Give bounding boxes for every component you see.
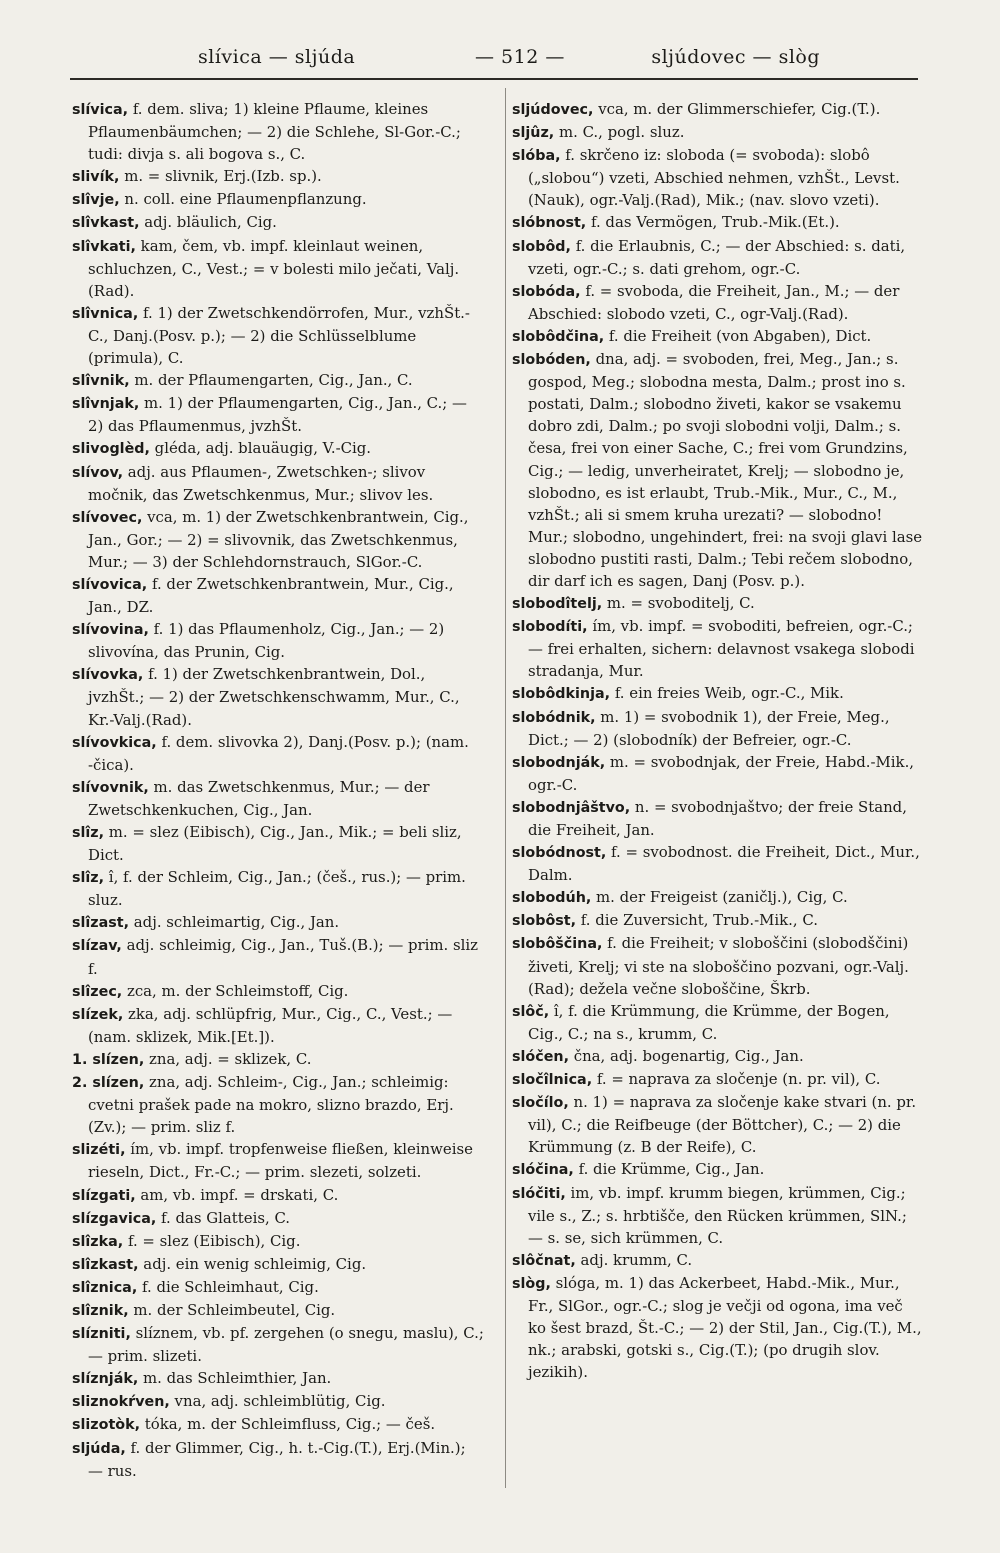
entry-headword: slívica, [72,102,129,118]
dictionary-entry [72,821,484,866]
dictionary-entry [72,369,484,392]
entry-headword: slízgati, [72,1187,136,1204]
entry-headword: slîvkati, [72,238,136,255]
entry-headword: 2. slízen, [72,1075,145,1092]
entry-headword: slobôdčina, [512,328,605,345]
dictionary-entry [512,1182,924,1249]
dictionary-entry [72,211,484,234]
left-column [72,98,484,1482]
entry-definition: adj. ein wenig schleimig, Cig. [138,1254,367,1273]
dictionary-entry [512,592,924,615]
entry-headword: slobódnik, [512,709,596,726]
dictionary-entry [72,1322,484,1367]
dictionary-entry [72,1071,484,1138]
entry-definition: zca, m. der Schleimstoff, Cig. [122,981,349,1000]
dictionary-entry [72,392,484,437]
entry-definition: adj. schleimartig, Cig., Jan. [129,913,340,932]
entry-definition: m. 1) = svobodnik 1), der Freie, Meg., Dict.; — 2) (slobodník) der Befreier, ogr.-C. [528,707,890,749]
entry-definition: ím, vb. impf. tropfenweise fließen, kleinweise rieseln, Dict., Fr.-C.; — prim. slezeti, solzeti. [88,1140,473,1182]
dictionary-entry [72,302,484,369]
dictionary-entry [72,731,484,776]
entry-headword: sljúdovec, [512,102,594,118]
entry-headword: slobôdkinja, [512,686,611,703]
entry-headword: slívovina, [72,622,149,639]
entry-definition: m. = slivnik, Erj.(Izb. sp.). [119,167,322,186]
entry-definition: m. der Pflaumengarten, Cig., Jan., C. [129,371,413,390]
entry-headword: sločílo, [512,1095,569,1112]
dictionary-entry [512,211,924,234]
entry-definition: m. = slez (Eibisch), Cig., Jan., Mik.; = beli sliz, Dict. [88,823,462,865]
entry-headword: slóčiti, [512,1185,566,1202]
entry-definition: f. das Vermögen, Trub.-Mik.(Et.). [586,213,840,232]
dictionary-entry [72,165,484,188]
entry-definition: im, vb. impf. krumm biegen, krümmen, Cig.; vile s., Z.; s. hrbtišče, den Rücken krümmen, SlN.; — s. se, sich krümmen, C. [528,1183,907,1247]
entry-definition: zna, adj. = sklizek, C. [144,1049,312,1068]
entry-headword: slízgavica, [72,1210,157,1227]
entry-headword: slívovica, [72,576,148,593]
dictionary-entry [72,1437,484,1482]
entry-headword: slîzkast, [72,1256,139,1273]
entry-definition: slíznem, vb. pf. zergehen (o snegu, maslu), C.; — prim. slizeti. [88,1324,484,1366]
dictionary-entry [72,1048,484,1071]
dictionary-entry [512,121,924,144]
entry-definition: m. das Zwetschkenmus, Mur.; — der Zwetschkenkuchen, Cig., Jan. [88,777,430,819]
dictionary-entry [72,1367,484,1390]
entry-definition: f. 1) der Zwetschkenbrantwein, Dol., jvzhŠt.; — 2) der Zwetschkenschwamm, Mur., C., Kr.-Valj.(Rad). [88,665,460,729]
entry-definition: f. = svoboda, die Freiheit, Jan., M.; — der Abschied: slobodo vzeti, C., ogr-Valj.(Rad). [528,281,900,323]
entry-definition: vna, adj. schleimblütig, Cig. [169,1392,386,1411]
entry-definition: f. 1) der Zwetschkendörrofen, Mur., vzhŠt.-C., Danj.(Posv. p.); — 2) die Schlüsselblume (primula), C. [88,303,470,368]
dictionary-entry [72,618,484,663]
header-rule [70,78,918,80]
entry-headword: sljúda, [72,1440,126,1457]
entry-headword: slívov, [72,464,124,481]
running-head [70,46,920,76]
entry-headword: slîvkast, [72,215,140,232]
dictionary-entry [72,506,484,573]
entry-headword: slîznik, [72,1302,129,1319]
dictionary-entry [512,1249,924,1272]
entry-headword: slízek, [72,1006,124,1023]
entry-definition: f. dem. sliva; 1) kleine Pflaume, kleines Pflaumenbäumchen; — 2) die Schlehe, Sl-Gor.-C.; tudi: divja s. ali bogova s., C. [88,100,461,164]
entry-headword: slîz, [72,870,105,887]
entry-definition: kam, čem, vb. impf. kleinlaut weinen, schluchzen, C., Vest.; = v bolesti milo ječati, Valj.(Rad). [88,236,460,300]
entry-headword: slizéti, [72,1142,126,1159]
dictionary-entry [72,934,484,979]
dictionary-entry [72,1230,484,1253]
dictionary-entry [512,325,924,348]
entry-definition: f. = svobodnost. die Freiheit, Dict., Mur., Dalm. [528,843,920,885]
dictionary-entry [72,1276,484,1299]
entry-definition: m. 1) der Pflaumengarten, Cig., Jan., C.; — 2) das Pflaumenmus, jvzhŠt. [88,394,467,436]
entry-headword: slôč, [512,1003,550,1020]
entry-headword: slobodnjâštvo, [512,799,631,816]
entry-headword: slóba, [512,148,561,165]
dictionary-entry [72,663,484,730]
entry-headword: slóbnost, [512,215,587,232]
entry-definition: f. ein freies Weib, ogr.-C., Mik. [610,684,844,703]
entry-headword: slobodnják, [512,754,606,771]
entry-definition: m. das Schleimthier, Jan. [138,1369,332,1388]
dictionary-entry [512,1272,924,1383]
dictionary-entry [72,1253,484,1276]
dictionary-entry [512,886,924,909]
dictionary-entry [72,776,484,821]
entry-definition: adj. schleimig, Cig., Jan., Tuš.(B.); — prim. sliz f. [88,936,478,978]
entry-headword: slobodíti, [512,619,588,636]
entry-headword: slobóden, [512,352,591,369]
running-head-left: slívica — sljúda [198,46,356,68]
entry-definition: f. die Krümme, Cig., Jan. [573,1160,765,1179]
dictionary-entry [512,1000,924,1045]
dictionary-entry [72,1003,484,1048]
entry-definition: ím, vb. impf. = svoboditi, befreien, ogr.-C.; — frei erhalten, sichern: delavnost vsakega slobodi stradanja, Mur. [528,617,915,681]
entry-definition: zna, adj. Schleim-, Cig., Jan.; schleimig: cvetni prašek pade na mokro, slizno brazdo, Erj.(Zv.); — prim. sliz f. [88,1073,454,1137]
dictionary-entry [512,909,924,932]
entry-headword: slobódnost, [512,845,607,862]
dictionary-entry [72,980,484,1003]
entry-headword: slîvnica, [72,305,139,322]
entry-definition: f. = slez (Eibisch), Cig. [123,1231,301,1250]
entry-headword: slíznják, [72,1371,139,1388]
dictionary-entry [512,615,924,682]
entry-definition: adj. krumm, C. [575,1250,693,1269]
entry-definition: f. die Zuversicht, Trub.-Mik., C. [576,911,818,930]
entry-definition: m. der Freigeist (zaničlj.), Cig, C. [591,888,848,907]
entry-definition: î, f. die Krümmung, die Krümme, der Bogen, Cig., C.; na s., krumm, C. [528,1001,890,1043]
dictionary-entry [512,1158,924,1181]
entry-headword: slîzka, [72,1233,124,1250]
entry-definition: vca, m. der Glimmerschiefer, Cig.(T.). [593,100,881,118]
dictionary-entry [512,682,924,705]
dictionary-entry [72,1138,484,1183]
dictionary-entry [512,1068,924,1091]
entry-definition: m. = svobodnjak, der Freie, Habd.-Mik., ogr.-C. [528,752,915,794]
entry-headword: slobôst, [512,913,577,930]
dictionary-entry [72,235,484,302]
dictionary-entry [72,437,484,460]
entry-definition: tóka, m. der Schleimfluss, Cig.; — češ. [140,1415,436,1434]
entry-definition: f. der Zwetschkenbrantwein, Mur., Cig., Jan., DZ. [88,574,454,617]
entry-definition: n. = svobodnjaštvo; der freie Stand, die Freiheit, Jan. [528,797,907,839]
entry-definition: f. das Glatteis, C. [156,1208,291,1227]
entry-headword: slobodîtelj, [512,596,603,613]
entry-headword: slobodúh, [512,890,592,907]
page-number: — 512 — [475,46,565,68]
entry-headword: slôčnat, [512,1252,576,1269]
entry-headword: slivoglèd, [72,441,150,458]
entry-headword: slobóda, [512,283,581,300]
entry-definition: f. die Freiheit (von Abgaben), Dict. [604,326,872,345]
dictionary-entry [512,98,924,121]
dictionary-entry [512,706,924,751]
entry-headword: slívovka, [72,667,144,684]
dictionary-entry [512,1091,924,1158]
entry-headword: slivík, [72,169,120,186]
entry-definition: î, f. der Schleim, Cig., Jan.; (češ., rus.); — prim. sluz. [88,868,466,910]
entry-headword: slívovnik, [72,779,149,796]
entry-definition: m. der Schleimbeutel, Cig. [128,1300,336,1319]
entry-definition: f. die Freiheit; v sloboščini (slobodščini) živeti, Krelj; vi ste na sloboščino pozvani, ogr.-Valj.(Rad); dežela večne sloboščine, Škrb. [528,934,909,998]
dictionary-entry [72,1413,484,1436]
entry-definition: n. coll. eine Pflaumenpflanzung. [119,190,367,209]
dictionary-entry [72,911,484,934]
entry-definition: adj. aus Pflaumen-, Zwetschken-; slivov močnik, das Zwetschkenmus, Mur.; slivov les. [88,462,434,504]
entry-definition: slóga, m. 1) das Ackerbeet, Habd.-Mik., Mur., Fr., SlGor., ogr.-C.; slog je večji od ogona, ima več ko šest brazd, Št.-C.; — 2) der Stil, Jan., Cig.(T.), M., nk.; arabski, gotski s., Cig.(T.); (po drugih slov. jezikih). [528,1273,922,1382]
entry-definition: f. 1) das Pflaumenholz, Cig., Jan.; — 2) slivovína, das Prunin, Cig. [88,620,445,662]
entry-headword: slîvnjak, [72,396,140,413]
dictionary-entry [512,796,924,841]
entry-headword: slîz, [72,825,105,841]
dictionary-entry [512,932,924,999]
entry-headword: sločîlnica, [512,1072,593,1089]
right-column [512,98,924,1383]
entry-definition: dna, adj. = svoboden, frei, Meg., Jan.; s. gospod, Meg.; slobodna mesta, Dalm.; prost ino s. postati, Dalm.; slobodno živeti, kakor se vsakemu dobro zdi, Dalm.; po svoji slobodni volji, Dalm.; s. česa, frei von einer Sache, C.; frei vom Grundzins, Cig.; — ledig, unverheiratet, Krelj; — slobodno je, slobodno, es ist erlaubt, Trub.-Mik., Mur., C., M., vzhŠt.; ali si smem kruha urezati? — slobodno! Mur.; slobodno, ungehindert, frei: na svoji glavi lase slobodno pustiti rasti, Dalm.; Tebi rečem slobodno, dir darf ich es sagen, Danj (Posv. p.). [528,350,923,590]
dictionary-entry [512,1045,924,1068]
entry-headword: slóčen, [512,1048,570,1065]
entry-definition: m. C., pogl. sluz. [554,123,685,142]
dictionary-entry [512,144,924,211]
entry-definition: gléda, adj. blauäugig, V.-Cig. [149,439,372,458]
dictionary-entry [512,751,924,796]
entry-headword: slîvnik, [72,373,130,390]
entry-headword: slízniti, [72,1326,131,1343]
entry-definition: f. dem. slivovka 2), Danj.(Posv. p.); (nam. -čica). [88,732,469,774]
entry-headword: sliznokŕven, [72,1394,170,1411]
entry-definition: f. die Schleimhaut, Cig. [137,1277,319,1296]
entry-headword: slîvje, [72,192,120,209]
dictionary-entry [72,866,484,911]
entry-definition: zka, adj. schlüpfrig, Mur., Cig., C., Vest.; — (nam. sklizek, Mik.[Et.]). [88,1004,453,1046]
entry-headword: slîznica, [72,1279,138,1296]
dictionary-entry [72,188,484,211]
column-divider [505,88,506,1488]
running-head-right: sljúdovec — slòg [651,46,820,68]
entry-definition: vca, m. 1) der Zwetschkenbrantwein, Cig., Jan., Gor.; — 2) = slivovnik, das Zwetschkenmus, Mur.; — 3) der Schlehdornstrauch, SlGor.-C. [88,507,469,571]
entry-definition: m. = svoboditelj, C. [602,594,755,613]
entry-headword: slívovec, [72,509,143,526]
dictionary-entry [512,235,924,280]
dictionary-entry [512,348,924,592]
dictionary-entry [72,1184,484,1207]
dictionary-entry [72,461,484,506]
entry-definition: f. skrčeno iz: sloboda (= svoboda): slobô („slobou“) vzeti, Abschied nehmen, vzhŠt., Levst.(Nauk), ogr.-Valj.(Rad), Mik.; (nav. slovo vzeti). [528,146,900,210]
entry-headword: slívovkica, [72,734,157,751]
dictionary-entry [72,573,484,618]
entry-headword: 1. slízen, [72,1051,145,1068]
entry-definition: f. der Glimmer, Cig., h. t.-Cig.(T.), Erj.(Min.); — rus. [88,1438,466,1480]
entry-headword: sljûz, [512,125,555,142]
entry-headword: slobôščina, [512,936,603,953]
entry-definition: n. 1) = naprava za sločenje kake stvari (n. pr. vil), C.; die Reifbeuge (der Böttcher), C.; — 2) die Krümmung (z. B der Reife), C. [528,1093,917,1157]
entry-headword: slóčina, [512,1162,574,1179]
entry-definition: f. = naprava za sločenje (n. pr. vil), C. [592,1070,881,1089]
entry-headword: slîzec, [72,983,123,1000]
entry-definition: am, vb. impf. = drskati, C. [135,1185,339,1204]
dictionary-entry [72,1390,484,1413]
dictionary-entry [72,1299,484,1322]
dictionary-entry [512,841,924,886]
entry-headword: slizotòk, [72,1417,141,1434]
entry-headword: slîzast, [72,915,130,932]
entry-definition: f. die Erlaubnis, C.; — der Abschied: s. dati, vzeti, ogr.-C.; s. dati grehom, ogr.-C. [528,236,906,278]
entry-headword: slòg, [512,1275,551,1292]
dictionary-entry [72,1207,484,1230]
entry-headword: slízav, [72,938,122,955]
entry-headword: slobôd, [512,238,571,255]
dictionary-entry [512,280,924,325]
dictionary-entry [72,98,484,165]
entry-definition: adj. bläulich, Cig. [139,213,277,232]
entry-definition: čna, adj. bogenartig, Cig., Jan. [569,1046,804,1065]
